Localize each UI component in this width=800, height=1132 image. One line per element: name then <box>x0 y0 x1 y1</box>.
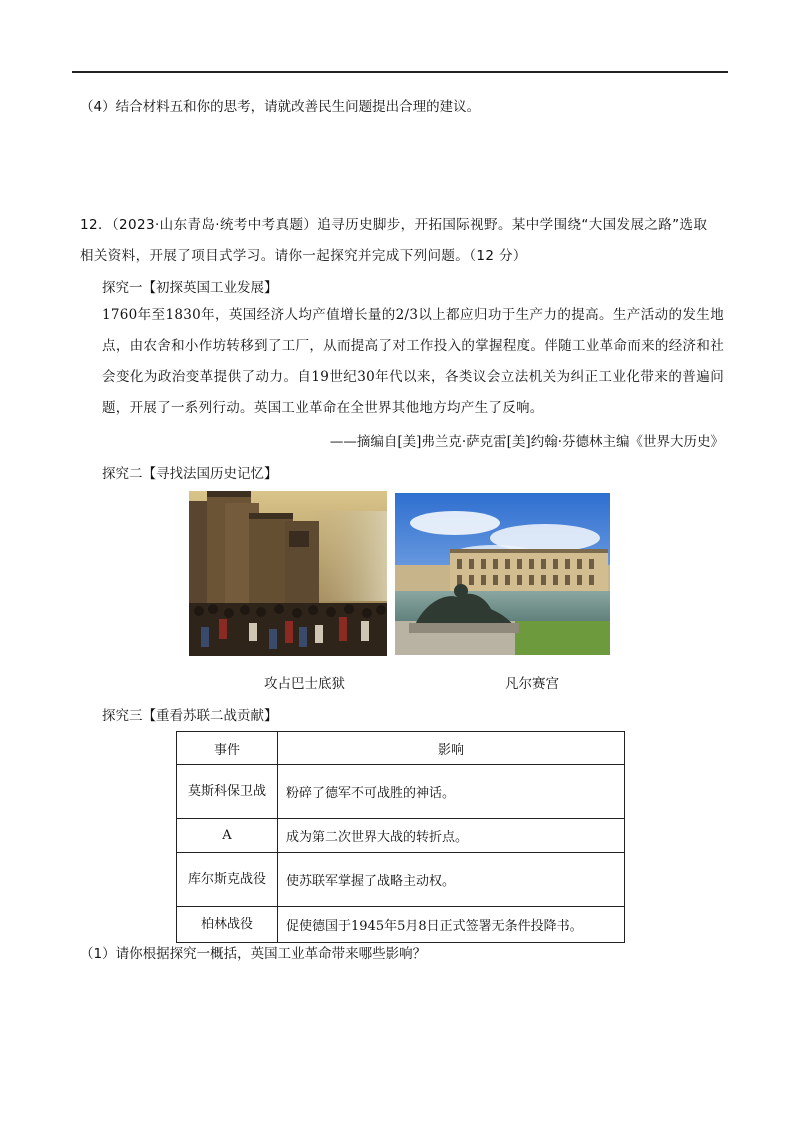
bastille-painting <box>189 491 387 656</box>
explore-3-title: 探究三【重看苏联二战贡献】 <box>102 708 278 724</box>
table-row <box>177 907 625 943</box>
table-header-effect: 影响 <box>278 732 625 765</box>
header-rule <box>72 71 728 73</box>
table-row <box>177 853 625 907</box>
explore-1-text: 1760年至1830年，英国经济人均产值增长量的2/3以上都应归功于生产力的提高。生产活动的发生地点，由农舍和小作坊转移到了工厂，从而提高了对工作投入的掌握程度。伴随工业革命而来的经济和社会变化为政治变革提供了动力。自19世纪30年代以来，各类议会立法机关为纠正工业化带来的普遍问题，开展了一系列行动。英国工业革命在全世界其他地方均产生了反响。 <box>102 307 724 416</box>
explore-1-title: 探究一【初探英国工业发展】 <box>102 280 278 296</box>
image-2-caption: 凡尔赛宫 <box>505 676 559 692</box>
table-cell-event: 库尔斯克战役 <box>177 853 278 907</box>
question-12-intro-line1: 12．（2023·山东青岛·统考中考真题）追寻历史脚步，开拓国际视野。某中学围绕“大国发展之路”选取 <box>80 217 708 233</box>
table-cell-event: 莫斯科保卫战 <box>177 765 278 819</box>
explore-1-source: ——摘编自[美]弗兰克·萨克雷[美]约翰·芬德林主编《世界大历史》 <box>329 434 724 450</box>
versailles-photo <box>395 493 610 655</box>
table-cell-effect: 成为第二次世界大战的转折点。 <box>278 819 625 853</box>
table-row <box>177 765 625 819</box>
question-12-intro-line2: 相关资料，开展了项目式学习。请你一起探究并完成下列问题。（12 分） <box>80 248 527 264</box>
table-cell-effect: 使苏联军掌握了战略主动权。 <box>278 853 625 907</box>
table-cell-effect: 促使德国于1945年5月8日正式签署无条件投降书。 <box>278 907 625 943</box>
table-cell-effect: 粉碎了德军不可战胜的神话。 <box>278 765 625 819</box>
table-cell-event: 柏林战役 <box>177 907 278 943</box>
table-cell-event: A <box>177 819 278 853</box>
explore-2-title: 探究二【寻找法国历史记忆】 <box>102 466 278 482</box>
sub-question-1: （1）请你根据探究一概括，英国工业革命带来哪些影响？ <box>80 946 427 962</box>
table-header-row <box>177 732 625 765</box>
question-4: （4）结合材料五和你的思考，请就改善民生问题提出合理的建议。 <box>80 99 481 115</box>
table-row <box>177 819 625 853</box>
image-1-caption: 攻占巴士底狱 <box>264 676 345 692</box>
table-header-event: 事件 <box>177 732 278 765</box>
soviet-ww2-table <box>176 731 625 943</box>
